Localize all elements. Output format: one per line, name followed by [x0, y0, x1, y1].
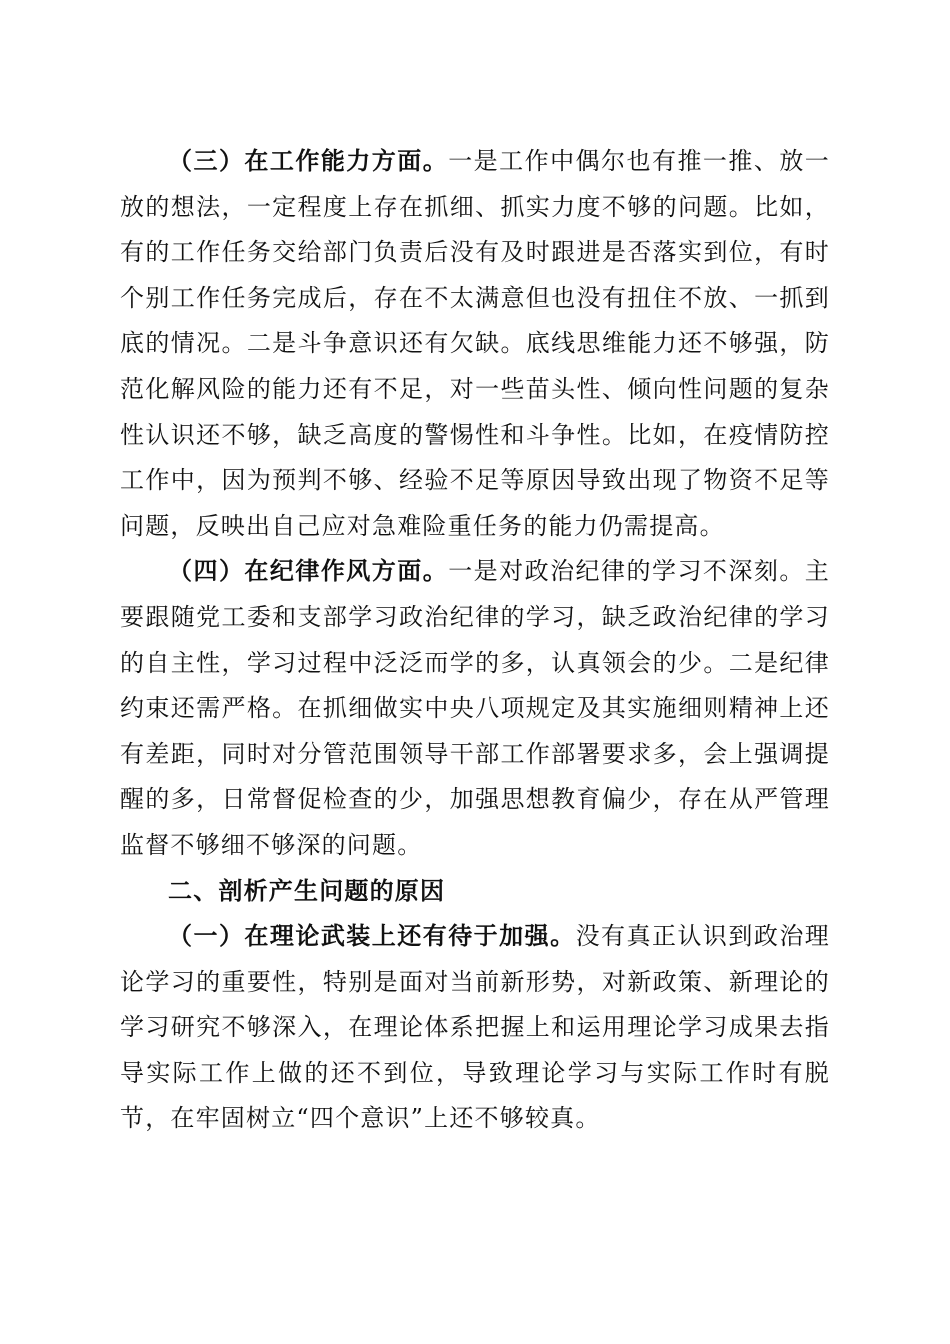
paragraph-lead: （三）在工作能力方面。 — [168, 147, 449, 175]
paragraph-lead: （一）在理论武装上还有待于加强。 — [168, 922, 576, 951]
section-heading: 二、剖析产生问题的原因 — [168, 876, 446, 905]
paragraph-text: 一是对政治纪律的学习不深刻。主要跟随党工委和支部学习政治纪律的学习，缺乏政治纪律的学习的自主性，学习过程中泛泛而学的多，认真领会的少。二是纪律约束还需严格。在抓细做实中央八项规定及其实施细则精神上还有差距，同时对分管范围领导干部工作部署要求多，会上强调提醒的多，日常督促检查的少，加强思想教育偏少，存在从严管理监督不够细不够深的问题。 — [120, 557, 831, 859]
paragraph-discipline — [120, 549, 830, 868]
paragraph-theory — [120, 914, 830, 1142]
paragraph-text: 一是工作中偶尔也有推一推、放一放的想法，一定程度上存在抓细、抓实力度不够的问题。比如，有的工作任务交给部门负责后没有及时跟进是否落实到位，有时个别工作任务完成后，存在不太满意但也没有扭住不放、一抓到底的情况。二是斗争意识还有欠缺。底线思维能力还不够强，防范化解风险的能力还有不足，对一些苗头性、倾向性问题的复杂性认识还不够，缺乏高度的警惕性和斗争性。比如，在疫情防控工作中，因为预判不够、经验不足等原因导致出现了物资不足等问题，反映出自己应对急难险重任务的能力仍需提高。 — [120, 147, 831, 540]
document-body — [120, 139, 830, 1142]
paragraph-text: 没有真正认识到政治理论学习的重要性，特别是面对当前新形势，对新政策、新理论的学习研究不够深入，在理论体系把握上和运用理论学习成果去指导实际工作上做的还不到位，导致理论学习与实际工作时有脱节，在牢固树立“四个意识”上还不够较真。 — [120, 922, 831, 1133]
paragraph-work-ability — [120, 139, 830, 549]
paragraph-lead: （四）在纪律作风方面。 — [168, 557, 449, 586]
